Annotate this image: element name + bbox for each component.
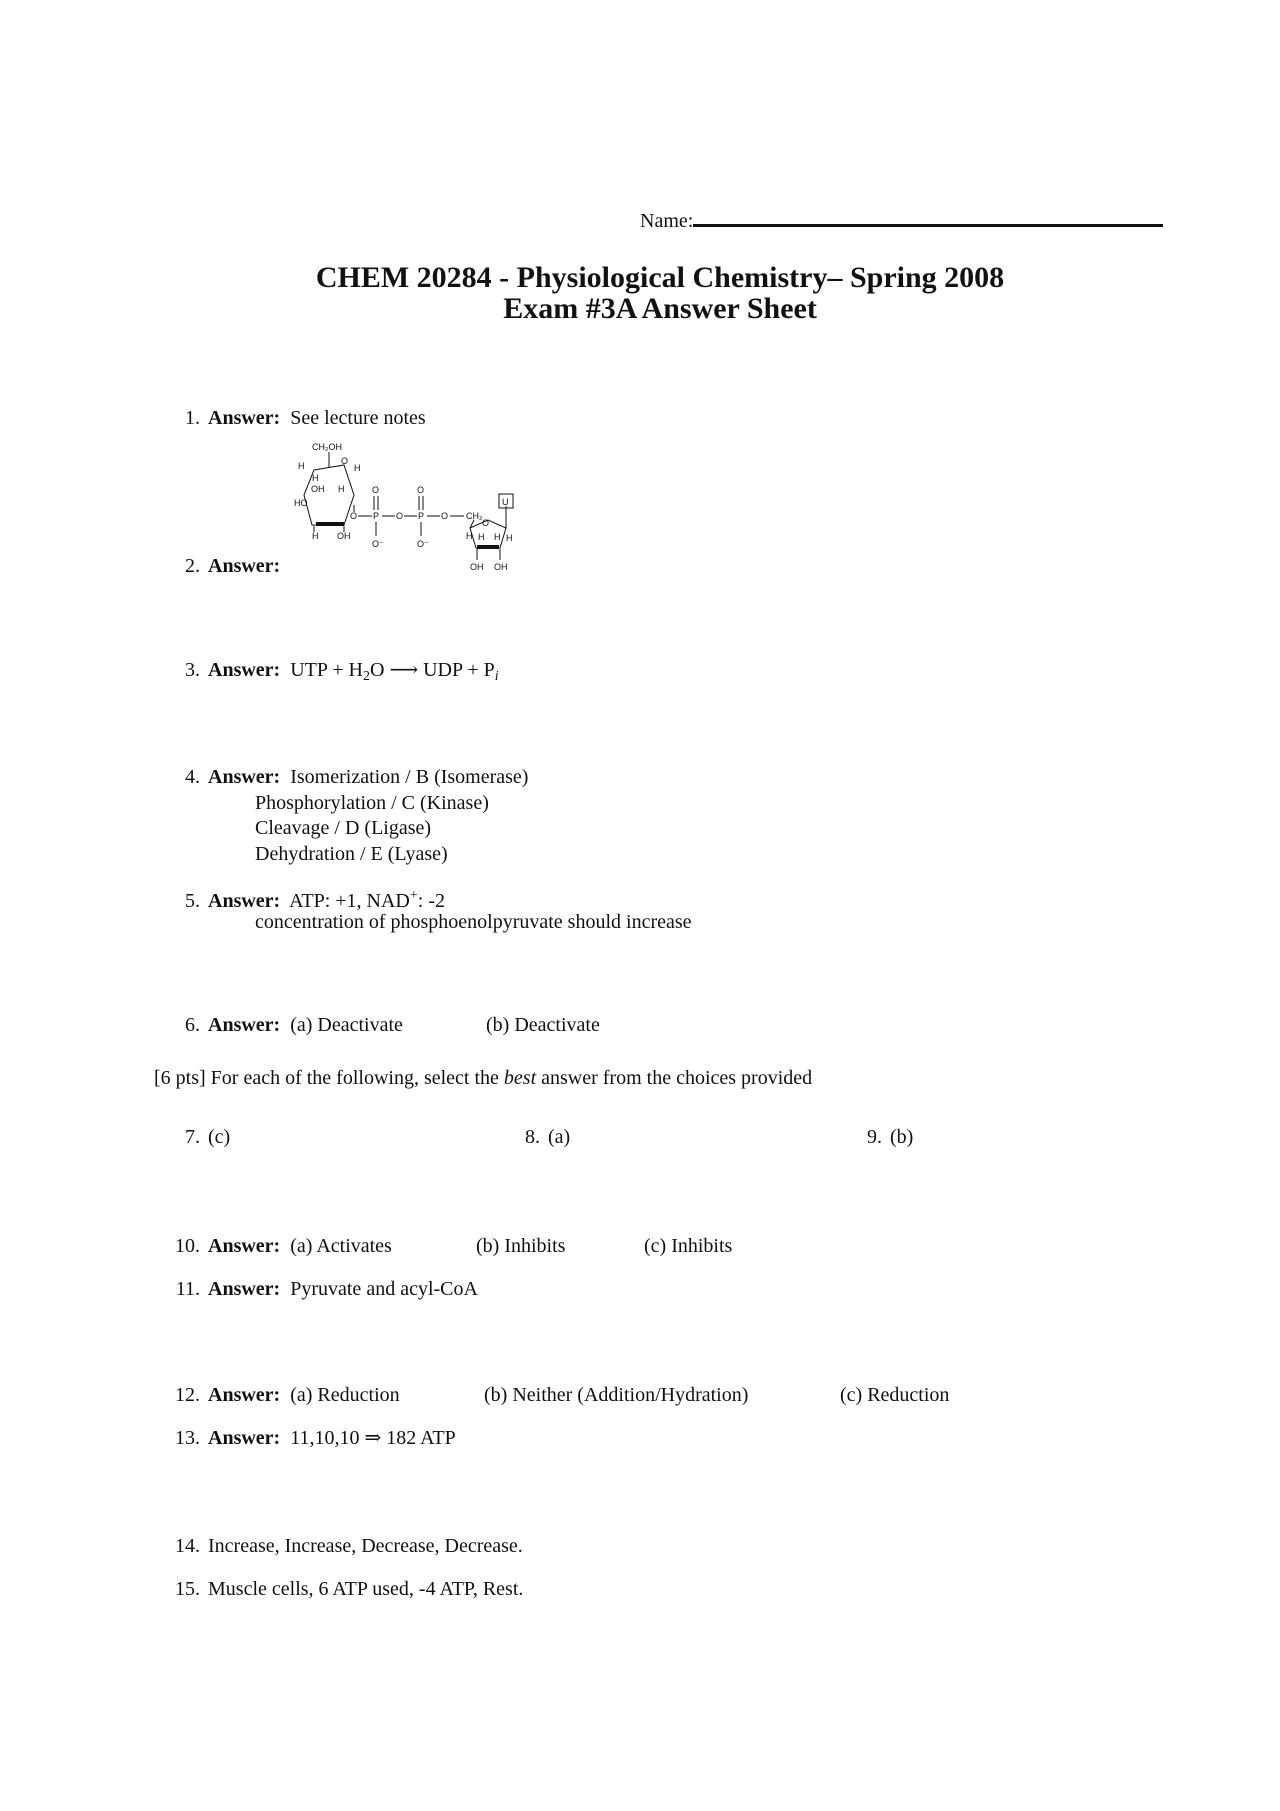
page-title: CHEM 20284 - Physiological Chemistry– Spring 2008: [315, 261, 1005, 294]
question-number: 2.: [185, 555, 200, 577]
page-subtitle: Exam #3A Answer Sheet: [503, 292, 817, 325]
question-number: 6.: [185, 1014, 200, 1036]
question-8: [510, 1124, 570, 1150]
name-field: [640, 208, 693, 234]
instruction-text: [154, 1065, 812, 1091]
udp-glucose-structure: [294, 440, 544, 582]
answer-text: : -2: [417, 890, 445, 912]
answer-line: Phosphorylation / C (Kinase): [255, 792, 489, 814]
question-number: 15.: [175, 1578, 200, 1600]
h2o-subscript: 2: [362, 669, 370, 684]
question-number: 9.: [867, 1126, 882, 1148]
question-number: 4.: [185, 766, 200, 788]
oh-label: OH: [311, 484, 325, 494]
question-6: [170, 1012, 403, 1038]
equation-lhs: UTP + H: [290, 659, 363, 681]
o-minus-label: O⁻: [372, 539, 384, 549]
answer-choice: (b): [890, 1126, 914, 1148]
h-label: H: [312, 531, 319, 541]
answer-label: Answer:: [208, 555, 281, 577]
phosphorus-label: P: [418, 511, 425, 521]
question-number: 14.: [175, 1535, 200, 1557]
answer-label: Answer:: [208, 766, 281, 788]
ch2oh-label: CH₂OH: [312, 442, 342, 452]
oh-label: OH: [337, 531, 351, 541]
equation-rhs: UDP + P: [423, 659, 495, 681]
h-label: H: [338, 484, 345, 494]
question-number: 7.: [185, 1126, 200, 1148]
h-label: H: [478, 532, 485, 542]
question-4: [170, 764, 528, 790]
answer-a: (a) Reduction: [290, 1384, 400, 1406]
oh-label: OH: [470, 562, 484, 572]
answer-text: Increase, Increase, Decrease, Decrease.: [208, 1535, 523, 1557]
question-number: 3.: [185, 659, 200, 681]
answer-label: Answer:: [208, 890, 281, 912]
answer-b: (b) Deactivate: [486, 1014, 600, 1036]
nad-superscript: +: [409, 888, 418, 903]
ho-label: HO: [294, 498, 308, 508]
answer-label: Answer:: [208, 1427, 281, 1449]
answer-b: (b) Inhibits: [476, 1235, 566, 1257]
ring-oxygen-label: O: [482, 518, 490, 528]
question-10: [170, 1233, 392, 1259]
answer-text: Muscle cells, 6 ATP used, -4 ATP, Rest.: [208, 1578, 524, 1600]
o-minus-label: O⁻: [417, 539, 429, 549]
oh-label: OH: [494, 562, 508, 572]
h-label: H: [298, 461, 305, 471]
answer-label: Answer:: [208, 1384, 281, 1406]
question-12: [170, 1382, 400, 1408]
oxygen-label: O: [441, 511, 449, 521]
question-number: 8.: [525, 1126, 540, 1148]
answer-choice: (c): [208, 1126, 231, 1148]
question-11: [170, 1276, 478, 1302]
h-label: H: [312, 473, 319, 483]
answer-line: Dehydration / E (Lyase): [255, 843, 448, 865]
instruction-emphasis: best: [503, 1067, 537, 1089]
question-number: 13.: [175, 1427, 200, 1449]
pi-subscript: i: [494, 669, 499, 684]
answer-c: (c) Inhibits: [644, 1235, 733, 1257]
oxygen-label: O: [417, 485, 425, 495]
implies-arrow: ⇒: [364, 1427, 382, 1449]
answer-label: Answer:: [208, 1278, 281, 1300]
h-label: H: [466, 531, 473, 541]
oxygen-label: O: [350, 511, 358, 521]
oxygen-label: O: [372, 485, 380, 495]
oxygen-label: O: [396, 511, 404, 521]
answer-label: Answer:: [208, 407, 281, 429]
ch2-label: CH₂: [466, 511, 483, 521]
answer-line: concentration of phosphoenolpyruvate should increase: [255, 911, 692, 933]
question-3: [170, 657, 499, 690]
answer-text: Pyruvate and acyl-CoA: [290, 1278, 478, 1300]
instruction-post: answer from the choices provided: [536, 1067, 813, 1089]
answer-label: Answer:: [208, 1235, 281, 1257]
answer-text: 182 ATP: [381, 1427, 456, 1449]
question-15: [170, 1576, 523, 1602]
answer-label: Answer:: [208, 1014, 281, 1036]
question-14: [170, 1533, 523, 1559]
answer-b: (b) Neither (Addition/Hydration): [484, 1384, 749, 1406]
h-label: H: [494, 532, 501, 542]
answer-line: Isomerization / B (Isomerase): [290, 766, 529, 788]
h-label: H: [354, 463, 361, 473]
answer-a: (a) Deactivate: [290, 1014, 403, 1036]
question-number: 11.: [175, 1278, 200, 1300]
question-1: [170, 405, 426, 431]
answer-text: See lecture notes: [290, 407, 426, 429]
question-number: 10.: [175, 1235, 200, 1257]
question-2: [170, 553, 280, 579]
uracil-label: U: [502, 497, 509, 507]
h2o-oxygen: O: [369, 659, 385, 681]
question-number: 1.: [185, 407, 200, 429]
ring-oxygen-label: O: [341, 456, 349, 466]
question-13: [170, 1425, 456, 1451]
answer-line: Cleavage / D (Ligase): [255, 817, 432, 839]
name-label: Name:: [640, 210, 694, 232]
question-number: 12.: [175, 1384, 200, 1406]
question-7: [170, 1124, 230, 1150]
answer-choice: (a): [548, 1126, 571, 1148]
answer-label: Answer:: [208, 659, 281, 681]
answer-text: ATP: +1, NAD: [289, 890, 410, 912]
name-underline: [693, 224, 1163, 227]
answer-text: 11,10,10: [290, 1427, 365, 1449]
h-label: H: [506, 533, 513, 543]
question-number: 5.: [185, 890, 200, 912]
phosphorus-label: P: [373, 511, 380, 521]
instruction-pre: [6 pts] For each of the following, select the: [154, 1067, 504, 1089]
question-9: [852, 1124, 913, 1150]
answer-a: (a) Activates: [290, 1235, 392, 1257]
answer-c: (c) Reduction: [840, 1384, 950, 1406]
reaction-arrow: ⟶: [389, 659, 419, 681]
